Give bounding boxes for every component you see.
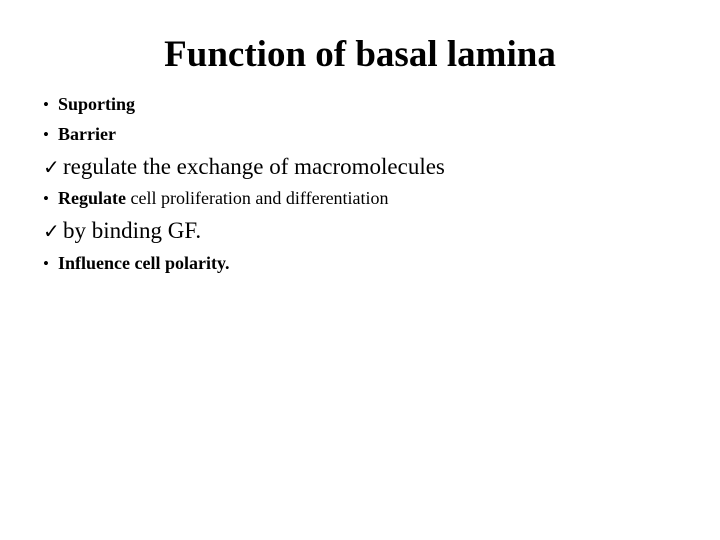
slide-title: Function of basal lamina — [164, 34, 556, 75]
check-text: regulate the exchange of macromolecules — [63, 154, 445, 179]
bullet-item-suporting — [43, 95, 135, 113]
bullet-text: Influence cell polarity. — [58, 253, 230, 273]
check-text: by binding GF. — [63, 218, 202, 243]
bullet-icon: • — [43, 254, 49, 273]
check-item-exchange — [43, 155, 445, 178]
check-icon: ✓ — [43, 219, 60, 243]
bullet-text: Barrier — [58, 124, 116, 144]
bullet-item-barrier — [43, 125, 116, 143]
bullet-item-polarity — [43, 254, 229, 272]
bullet-text-bold: Regulate — [58, 188, 126, 208]
bullet-icon: • — [43, 189, 49, 208]
bullet-icon: • — [43, 125, 49, 144]
check-icon: ✓ — [43, 155, 60, 179]
bullet-item-regulate — [43, 189, 389, 207]
bullet-text: Suporting — [58, 94, 136, 114]
check-item-binding — [43, 219, 201, 242]
bullet-text: cell proliferation and differentiation — [125, 188, 389, 208]
bullet-icon: • — [43, 95, 49, 114]
